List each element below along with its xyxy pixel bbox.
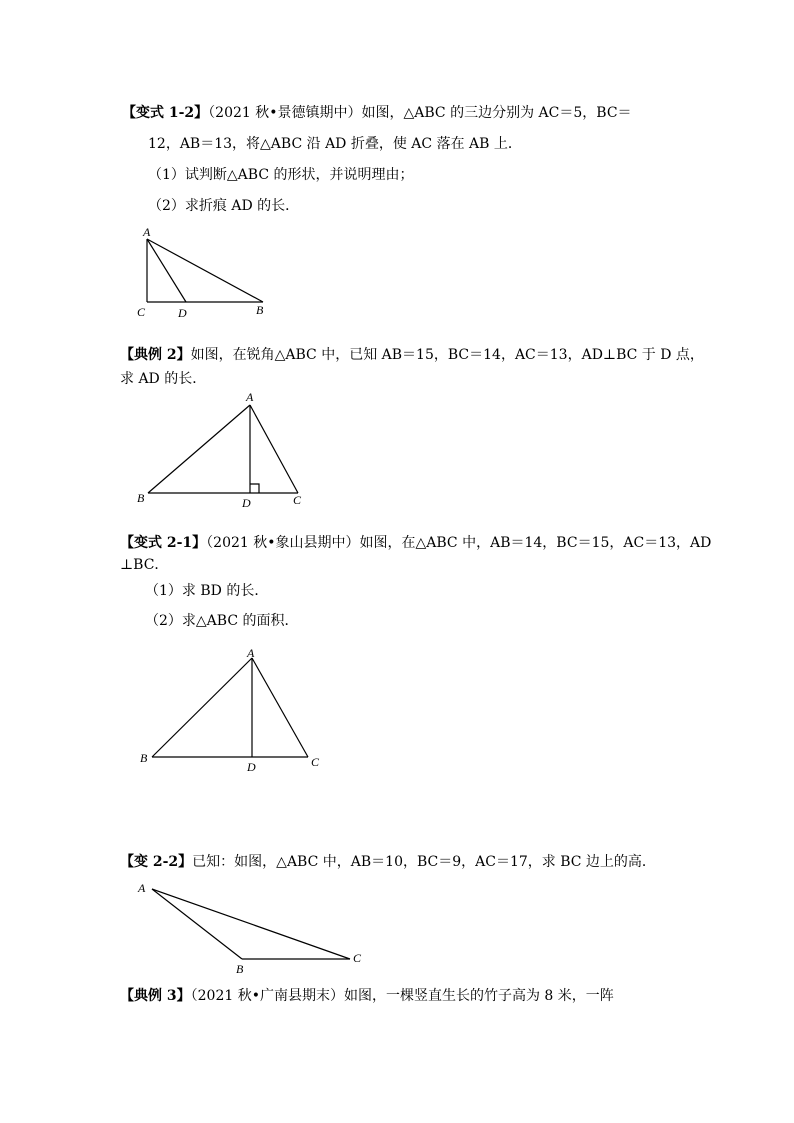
fig1-label-b: B: [256, 303, 264, 317]
problem-2-text-line1: 如图，在锐角△ABC 中，已知 AB＝15，BC＝14，AC＝13，AD⊥BC 于 D 点，: [190, 347, 704, 363]
fig3-label-b: B: [140, 751, 148, 765]
problem-3-text-line1: （2021 秋•象山县期中）如图，在△ABC 中，AB＝14，BC＝15，AC＝13，AD: [206, 535, 712, 551]
problem-1-line2: 12，AB＝13，将△ABC 沿 AD 折叠，使 AC 落在 AB 上．: [148, 136, 522, 152]
fig3-label-d: D: [247, 760, 256, 774]
fig4-label-b: B: [236, 962, 244, 976]
fig4-side-ab: [152, 889, 242, 959]
problem-2-line2: 求 AD 的长．: [120, 371, 207, 387]
problem-1-question-2: （2）求折痕 AD 的长．: [148, 198, 300, 214]
problem-1-text-line1: （2021 秋•景德镇期中）如图，△ABC 的三边分别为 AC＝5，BC＝: [208, 105, 632, 121]
problem-1-tag: 【变式 1-2】: [122, 105, 209, 121]
fig4-side-ac: [152, 889, 350, 959]
problem-3-question-1: （1）求 BD 的长．: [145, 583, 269, 599]
problem-4-text-line1: 已知：如图，△ABC 中，AB＝10，BC＝9，AC＝17，求 BC 边上的高．: [192, 854, 656, 870]
problem-2-tag: 【典例 2】: [120, 347, 191, 363]
problem-5-text-line1: （2021 秋•广南县期末）如图，一棵竖直生长的竹子高为 8 米，一阵: [190, 988, 614, 1004]
fig2-label-a: A: [246, 390, 254, 404]
fig1-label-a: A: [143, 225, 151, 239]
problem-1-question-1: （1）试判断△ABC 的形状，并说明理由；: [148, 167, 414, 183]
fig2-label-c: C: [293, 493, 302, 507]
problem-3-line2: ⊥BC．: [120, 557, 169, 573]
fig4-label-a: A: [138, 881, 146, 895]
fig1-label-d: D: [178, 306, 187, 320]
fig2-label-b: B: [137, 491, 145, 505]
fig3-label-c: C: [311, 755, 320, 769]
problem-5-line1: [120, 987, 614, 1005]
fig2-label-d: D: [242, 496, 251, 510]
fig1-label-c: C: [137, 305, 146, 319]
problem-4-tag: 【变 2-2】: [120, 854, 193, 870]
fig3-label-a: A: [247, 646, 255, 660]
fig4-label-c: C: [353, 951, 362, 965]
problem-3-tag: 【变式 2-1】: [120, 535, 207, 551]
problem-3-question-2: （2）求△ABC 的面积．: [145, 613, 299, 629]
problem-5-tag: 【典例 3】: [120, 988, 191, 1004]
